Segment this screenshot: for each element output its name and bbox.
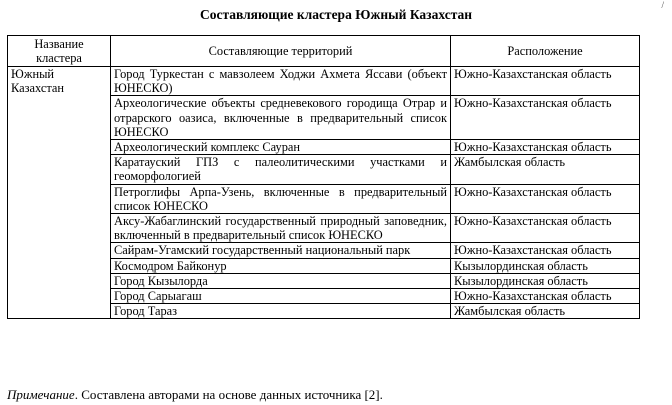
location-cell: Жамбылская область	[451, 155, 640, 184]
location-cell: Южно-Казахстанская область	[451, 243, 640, 258]
location-cell: Южно-Казахстанская область	[451, 140, 640, 155]
location-cell: Южно-Казахстанская область	[451, 184, 640, 213]
territory-cell: Космодром Байконур	[111, 258, 451, 273]
note-label: Примечание	[7, 387, 75, 402]
table-title: Составляющие кластера Южный Казахстан	[199, 7, 473, 22]
territory-cell: Каратауский ГПЗ с палеолитическими участками и геоморфологией	[111, 155, 451, 184]
table-row	[8, 67, 640, 96]
note-text: . Составлена авторами на основе данных источника [2].	[74, 387, 383, 402]
territory-cell: Сайрам-Угамский государственный национальный парк	[111, 243, 451, 258]
table-note	[7, 387, 383, 403]
corner-mark: /	[661, 0, 664, 10]
territory-cell: Город Сарыагаш	[111, 289, 451, 304]
table-header-row	[8, 36, 640, 67]
territory-cell: Археологические объекты средневекового городища Отрар и отрарского оазиса, включенные в предварительный список ЮНЕСКО	[111, 96, 451, 140]
header-territories: Составляющие территорий	[111, 36, 451, 67]
header-location: Расположение	[451, 36, 640, 67]
location-cell: Южно-Казахстанская область	[451, 67, 640, 96]
territory-cell: Город Туркестан с мавзолеем Ходжи Ахмета Яссави (объект ЮНЕСКО)	[111, 67, 451, 96]
territory-cell: Аксу-Жабаглинский государственный природный заповедник, включенный в предварительный список ЮНЕСКО	[111, 214, 451, 243]
location-cell: Южно-Казахстанская область	[451, 289, 640, 304]
location-cell: Южно-Казахстанская область	[451, 214, 640, 243]
location-cell: Жамбылская область	[451, 304, 640, 319]
location-cell: Кызылординская область	[451, 273, 640, 288]
location-cell: Южно-Казахстанская область	[451, 96, 640, 140]
cluster-table	[7, 35, 640, 319]
territory-cell: Город Тараз	[111, 304, 451, 319]
header-cluster-name: Название кластера	[8, 36, 111, 67]
location-cell: Кызылординская область	[451, 258, 640, 273]
territory-cell: Петроглифы Арпа-Узень, включенные в предварительный список ЮНЕСКО	[111, 184, 451, 213]
territory-cell: Город Кызылорда	[111, 273, 451, 288]
cluster-name-cell: Южный Казахстан	[8, 67, 111, 319]
territory-cell: Археологический комплекс Сауран	[111, 140, 451, 155]
